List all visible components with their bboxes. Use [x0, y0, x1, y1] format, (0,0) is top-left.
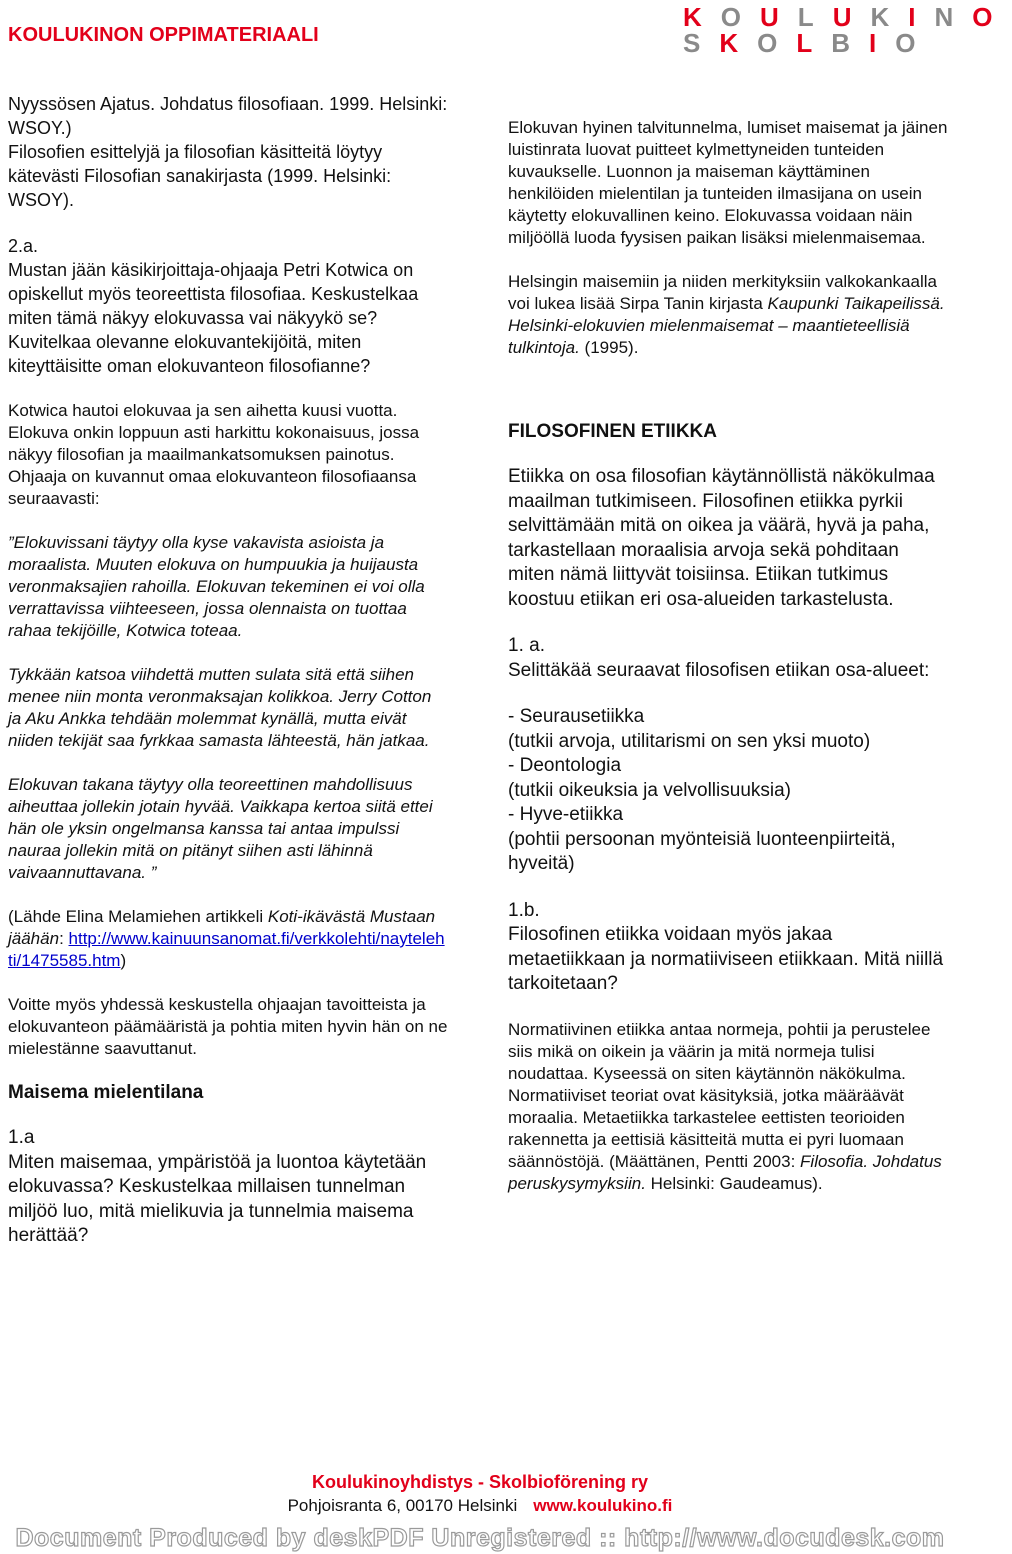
question-text: Selittäkää seuraavat filosofisen etiikan osa-alueet: — [508, 659, 930, 681]
source-citation: (Lähde Elina Melamiehen artikkeli Koti-ikävästä Mustaan jäähän: http://www.kainuunsanomat.fi/verkkolehti/nayteleh ti/1475585.htm) — [8, 907, 445, 970]
question-label: 1.b. — [508, 899, 540, 921]
question-label: 1.a — [8, 1127, 35, 1148]
logo-bottom-text: SKOLBIO — [683, 28, 935, 58]
ethics-list — [508, 705, 948, 877]
paragraph: Voitte myös yhdessä keskustella ohjaajan tavoitteista ja elokuvanteon päämääristä ja pohtia miten hyvin hän on ne mielestänne saavuttanut. — [8, 995, 448, 1058]
source-link[interactable]: http://www.kainuunsanomat.fi/verkkolehti/nayteleh ti/1475585.htm — [8, 929, 445, 970]
question-label: 1. a. — [508, 635, 545, 656]
quote-paragraph: Tykkään katsoa viihdettä mutten sulata sitä että siihen menee niin monta veronmaksajan kolikkoa. Jerry Cotton ja Aku Ankka tehdään molemmat kynällä, mutta eivät niiden tekijät saa fyrkkaa samasta lähteestä, hän jatkaa. — [8, 665, 432, 750]
section-heading: FILOSOFINEN ETIIKKA — [508, 421, 717, 442]
logo-top-text: KOULUKINO — [683, 2, 1012, 32]
koulukino-logo — [683, 2, 1012, 58]
list-item: - Seurausetiikka — [508, 706, 645, 727]
footer-url[interactable]: www.koulukino.fi — [533, 1496, 673, 1515]
question-text: Miten maisemaa, ympäristöä ja luontoa käytetään elokuvassa? Keskustelkaa millaisen tunnelman miljöö luo, mitä mielikuvia ja tunnelmia maisema herättää? — [8, 1151, 427, 1246]
quote-paragraph: Elokuvan takana täytyy olla teoreettinen mahdollisuus aiheuttaa jollekin jotain hyvää. Vaikkapa kertoa siitä ettei hän ole yksin ongelmansa kanssa tai antaa impulssi nauraa jollekin mitä on pitänyt siihen asti lähinnä vaivaannuttavana. ” — [8, 775, 433, 882]
book-title: Kaupunki Taikapeilissä. Helsinki-elokuvien mielenmaisemat – maantieteellisiä tulkintoja. — [508, 294, 945, 357]
watermark: Document Produced by deskPDF Unregistered :: http://www.docudesk.com — [15, 1524, 945, 1552]
left-column — [8, 92, 448, 1249]
question-text: Filosofinen etiikka voidaan myös jakaa metaetiikkaan ja normatiiviseen etiikkaan. Mitä niillä tarkoitetaan? — [508, 924, 944, 994]
paragraph: Normatiivinen etiikka antaa normeja, pohtii ja perustelee siis mikä on oikein ja väärin ja mitä normeja tulisi noudattaa. Kyseessä on siten käytännön näkökulma. Normatiiviset teoriat ovat käsityksiä, jotka määräävät moraalia. Metaetiikka tarkastelee eettisten teorioiden rakennetta ja eettisiä käsitteitä mutta ei pyri luomaan säännöstöjä. (Määttänen, Pentti 2003: Filosofia. Johdatus peruskysymyksiin. Helsinki: Gaudeamus). — [508, 1019, 942, 1193]
right-column — [508, 117, 948, 1195]
paragraph: Elokuvan hyinen talvitunnelma, lumiset maisemat ja jäinen luistinrata luovat puitteet kylmettyneiden tunteiden kuvaukselle. Luonnon ja maiseman käyttäminen henkilöiden mielentilan ja tunteiden ilmasijana on usein käytetty elokuvallinen keino. Elokuvassa voidaan näin miljööllä luoda fyysisen paikan lisäksi mielenmaisemaa. — [508, 118, 948, 247]
book-title: Filosofia. Johdatus peruskysymyksiin. — [508, 1151, 942, 1193]
footer-organization: Koulukinoyhdistys - Skolbioförening ry — [311, 1472, 649, 1492]
section-heading: Maisema mielentilana — [8, 1082, 204, 1103]
list-item: (tutkii arvoja, utilitarismi on sen yksi muoto) — [508, 730, 871, 752]
paragraph: Helsingin maisemiin ja niiden merkityksiin valkokankaalla voi lukea lisää Sirpa Tanin kirjasta Kaupunki Taikapeilissä. Helsinki-elokuvien mielenmaisemat – maantieteellisiä tulkintoja. (1995). — [508, 272, 945, 357]
question-label: 2.a. — [8, 236, 39, 256]
list-item: - Hyve-etiikka — [508, 804, 624, 825]
quote-paragraph: ”Elokuvissani täytyy olla kyse vakavista asioista ja moraalista. Muuten elokuva on humpuukia ja huijausta veronmaksajien rahoilla. Elokuvan tekeminen ei voi olla verrattavissa viihteeseen, jossa olennaista on tuottaa rahaa tekijöille, Kotwica toteaa. — [8, 533, 425, 640]
question-text: Mustan jään käsikirjoittaja-ohjaaja Petri Kotwica on opiskellut myös teoreettista filosofiaa. Keskustelkaa miten tämä näkyy elokuvassa vai näkyykö se? Kuvitelkaa olevanne elokuvantekijöitä, miten kiteyttäisitte oman elokuvanteon filosofianne? — [8, 260, 419, 376]
reference-text: Filosofien esittelyjä ja filosofian käsitteitä löytyy kätevästi Filosofian sanakirjasta (1999. Helsinki: WSOY). — [8, 142, 392, 210]
list-item: (tutkii oikeuksia ja velvollisuuksia) — [508, 779, 791, 801]
paragraph: Etiikka on osa filosofian käytännöllistä näkökulmaa maailman tutkimiseen. Filosofinen etiikka pyrkii selvittämään mitä on oikea ja väärä, hyvä ja paha, tarkastellaan moraalisia arvoja sekä pohditaan miten nämä liittyvät toisiinsa. Etiikan tutkimus koostuu etiikan eri osa-alueiden tarkastelusta. — [508, 466, 935, 610]
source-title: Koti-ikävästä Mustaan jäähän — [8, 907, 436, 948]
footer-address: Pohjoisranta 6, 00170 Helsinki www.koulukino.fi — [287, 1496, 673, 1515]
list-item: - Deontologia — [508, 755, 622, 776]
list-item: (pohtii persoonan myönteisiä luonteenpiirteitä, hyveitä) — [508, 828, 896, 874]
paragraph: Kotwica hautoi elokuvaa ja sen aihetta kuusi vuotta. Elokuva onkin loppuun asti harkittu kokonaisuus, jossa näkyy filosofian ja maailmankatsomuksen painotus. Ohjaaja on kuvannut omaa elokuvanteon filosofiaansa seuraavasti: — [8, 401, 420, 508]
reference-text: Nyyssösen Ajatus. Johdatus filosofiaan. 1999. Helsinki: WSOY.) — [8, 94, 448, 138]
document-title: KOULUKINON OPPIMATERIAALI — [8, 24, 319, 46]
